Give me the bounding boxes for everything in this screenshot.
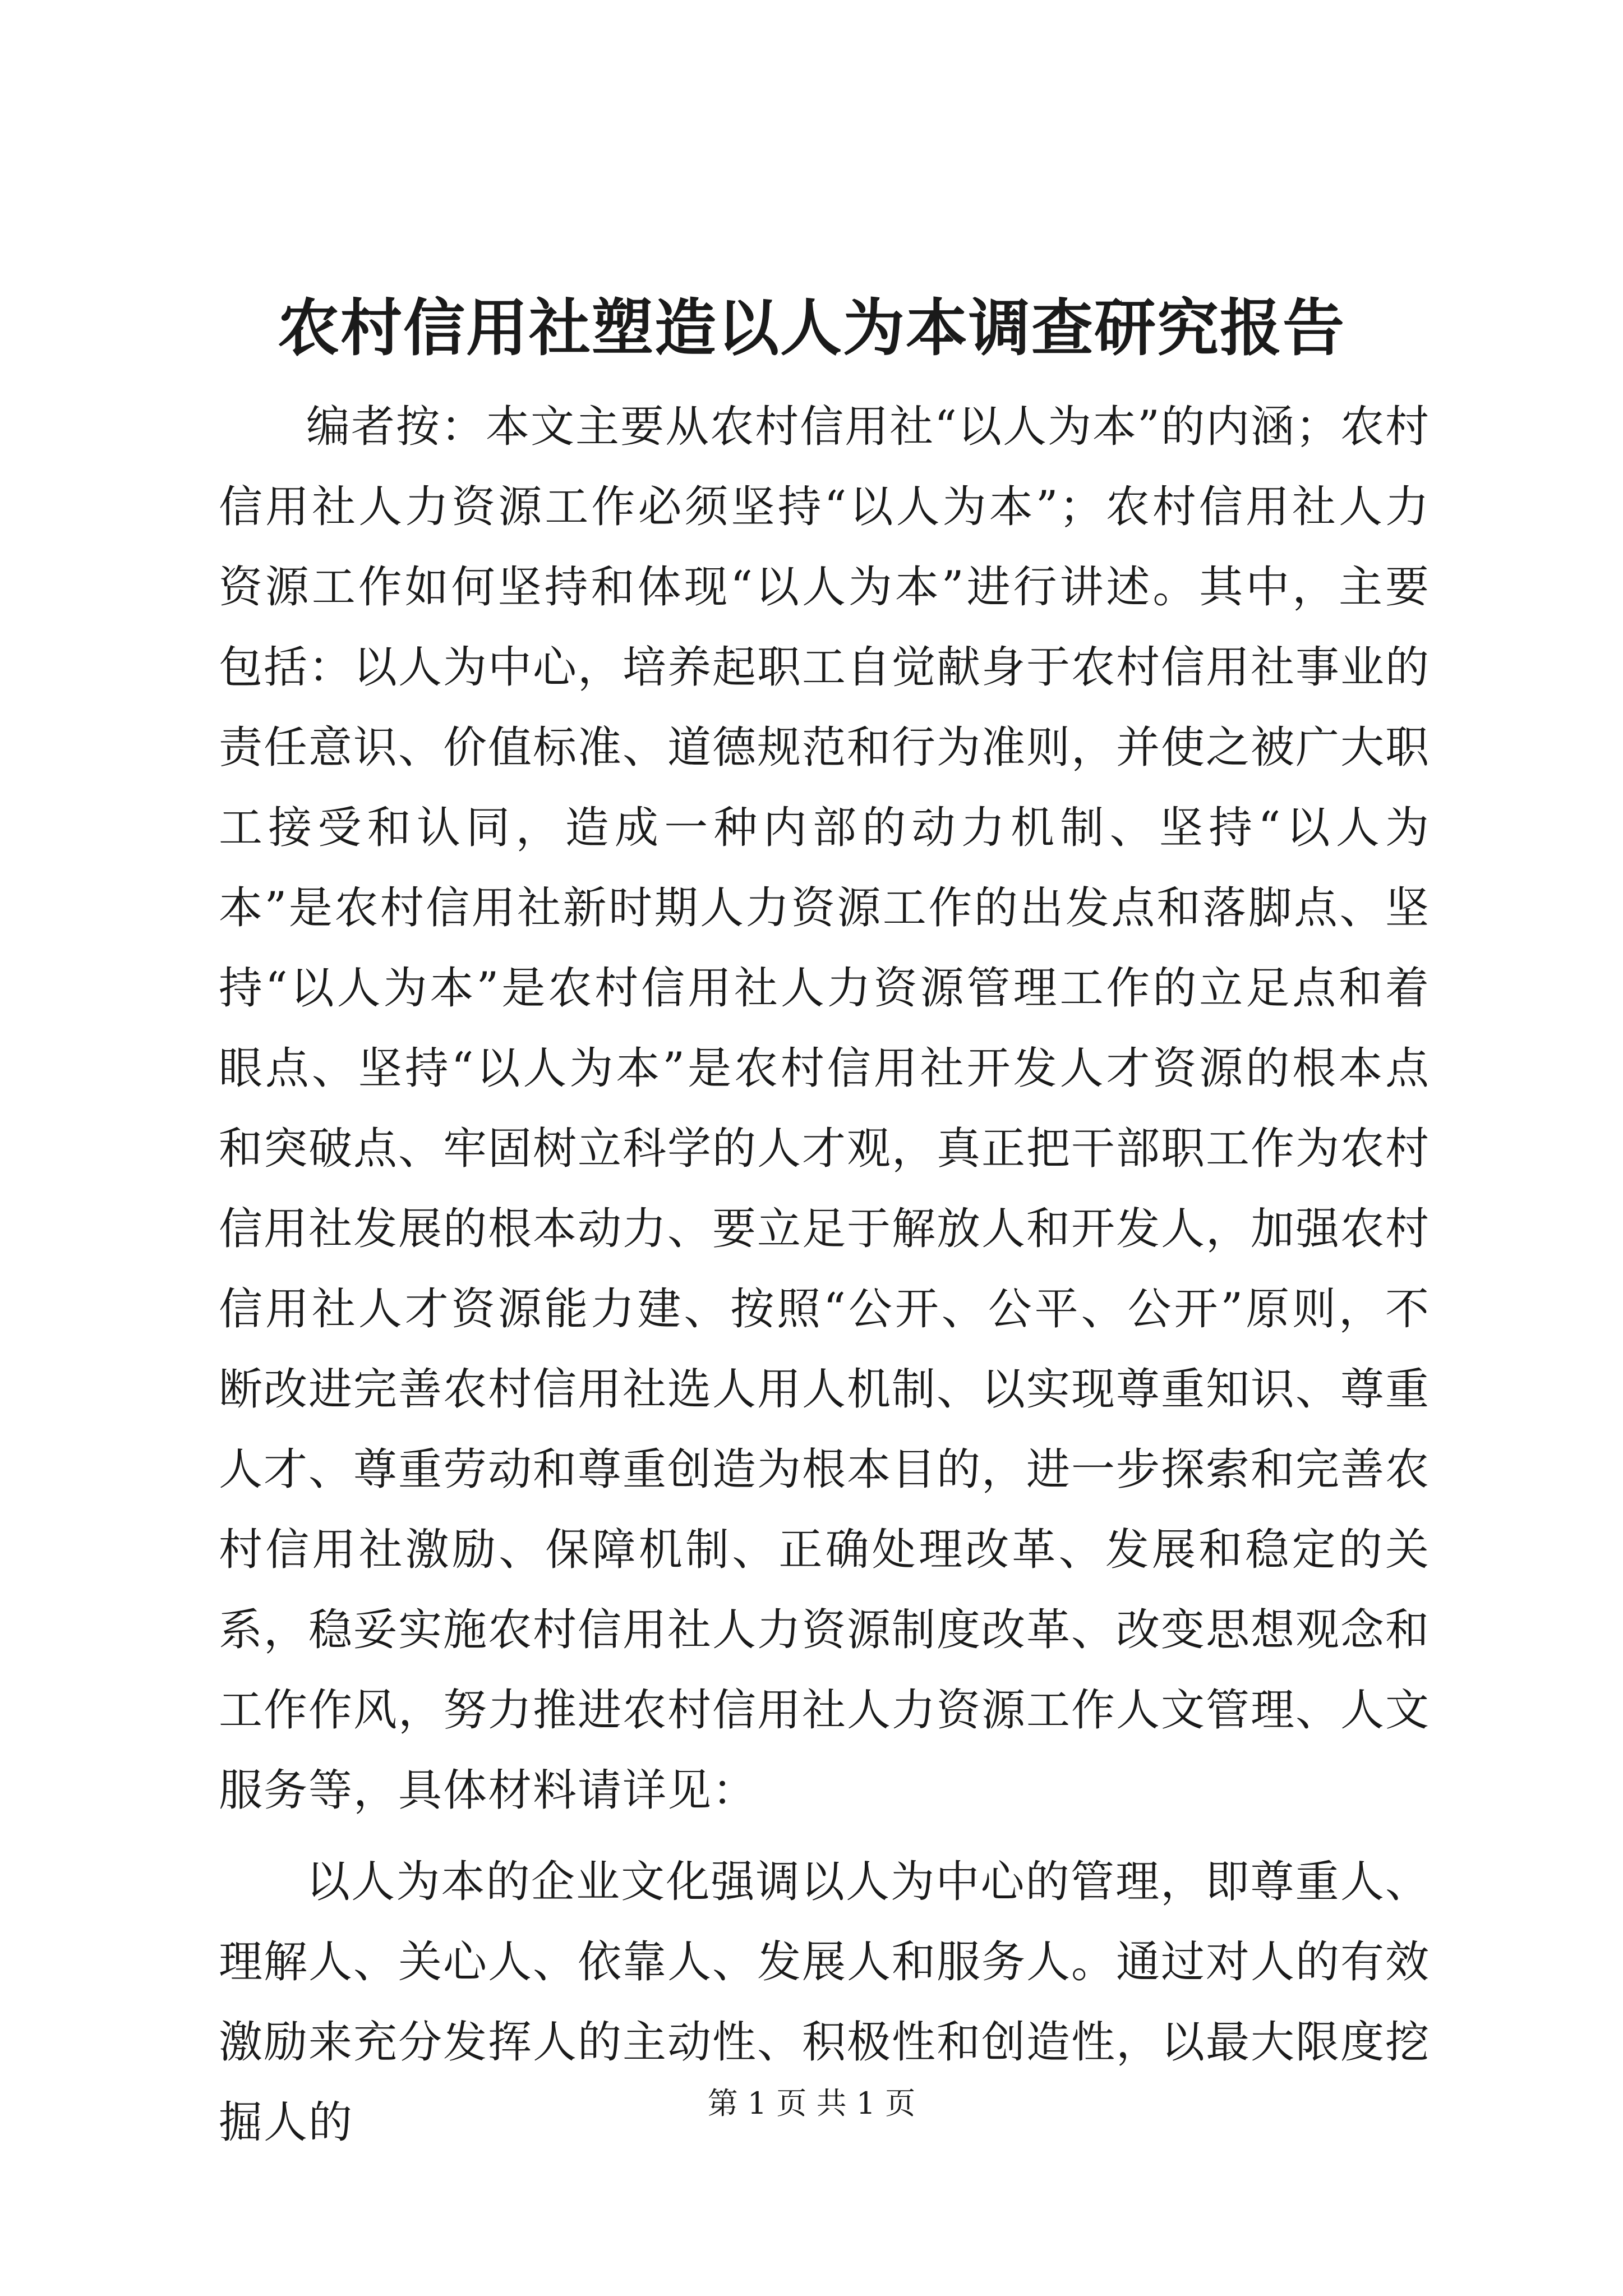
paragraph-main: 以人为本的企业文化强调以人为中心的管理，即尊重人、理解人、关心人、依靠人、发展人和服务人。通过对人的有效激励来充分发挥人的主动性、积极性和创造性，以最大限度挖掘人的 — [219, 1857, 1431, 2148]
paragraph-editor-note: 编者按：本文主要从农村信用社“以人为本”的内涵；农村信用社人力资源工作必须坚持“以人为本”；农村信用社人力资源工作如何坚持和体现“以人为本”进行讲述。其中，主要包括：以人为中心，培养起职工自觉献身于农村信用社事业的责任意识、价值标准、道德规范和行为准则，并使之被广大职工接受和认同，造成一种内部的动力机制、坚持“以人为本”是农村信用社新时期人力资源工作的出发点和落脚点、坚持“以人为本”是农村信用社人力资源管理工作的立足点和着眼点、坚持“以人为本”是农村信用社开发人才资源的根本点和突破点、牢固树立科学的人才观，真正把干部职工作为农村信用社发展的根本动力、要立足于解放人和开发人，加强农村信用社人才资源能力建、按照“公开、公平、公开”原则，不断改进完善农村信用社选人用人机制、以实现尊重知识、尊重人才、尊重劳动和尊重创造为根本目的，进一步探索和完善农村信用社激励、保障机制、正确处理改革、发展和稳定的关系，稳妥实施农村信用社人力资源制度改革、改变思想观念和工作作风，努力推进农村信用社人力资源工作人文管理、人文服务等，具体材料请详见： — [219, 402, 1431, 1816]
document-body — [219, 387, 1430, 2174]
page-footer — [0, 2081, 1623, 2126]
page-number: 第 1 页 共 1 页 — [707, 2086, 916, 2121]
document-title: 农村信用社塑造以人为本调查研究报告 — [278, 292, 1345, 364]
